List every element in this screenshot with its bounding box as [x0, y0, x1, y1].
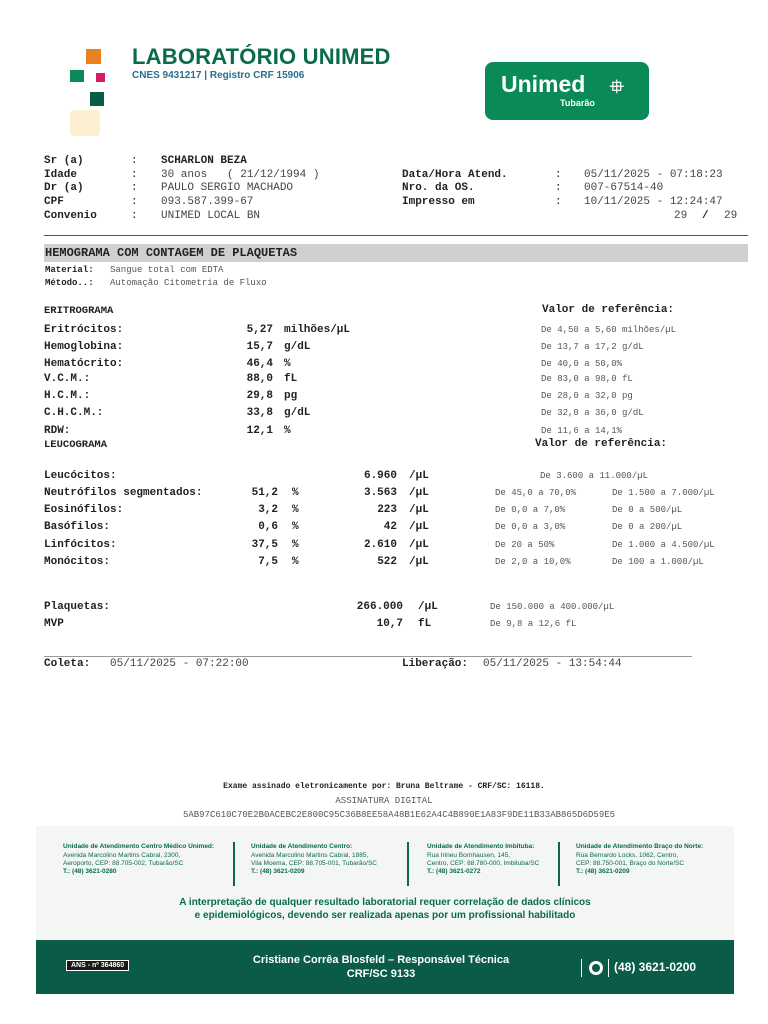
row-name: Eosinófilos:: [44, 504, 124, 516]
logo-square-cream: [70, 110, 100, 136]
row-pct-unit: %: [292, 521, 299, 533]
row-name: MVP: [44, 618, 64, 630]
row-unit: /µL: [418, 601, 438, 613]
colon: :: [131, 196, 138, 208]
row-reference: De 32,0 a 36,0 g/dL: [541, 408, 644, 418]
row-pct-value: 51,2: [251, 487, 278, 499]
unit-separator: [233, 842, 235, 886]
attend-value: 05/11/2025 - 07:18:23: [584, 169, 723, 181]
row-ref-pct: De 45,0 a 70,0%: [495, 488, 577, 498]
unit-line: Rua Irineu Bornhausen, 145,: [427, 852, 511, 859]
row-reference: De 9,8 a 12,6 fL: [490, 619, 577, 629]
row-reference: De 83,0 a 98,0 fL: [541, 374, 633, 384]
unit-title: Unidade de Atendimento Centro Médico Unimed:: [63, 843, 215, 850]
unit-title: Unidade de Atendimento Imbituba:: [427, 843, 535, 850]
row-abs-value: 223: [377, 504, 397, 516]
row-name: Leucócitos:: [44, 470, 117, 482]
row-value: 88,0: [246, 373, 273, 385]
footer-separator: [581, 959, 582, 977]
row-unit: g/dL: [284, 341, 311, 353]
patient-age-label: Idade: [44, 169, 78, 181]
row-pct-value: 0,6: [258, 521, 278, 533]
unit-line: T.: (48) 3621-0272: [427, 868, 481, 875]
signed-by: Exame assinado eletronicamente por: Bruna Beltrame - CRF/SC: 16118.: [223, 782, 545, 791]
logo-square-teal: [90, 92, 104, 106]
row-name: Eritrócitos:: [44, 324, 124, 336]
patient-age: 30 anos ( 21/12/1994 ): [161, 169, 320, 181]
release-label: Liberação:: [402, 658, 469, 670]
unit-line: T.: (48) 3621-0280: [63, 868, 117, 875]
os-value: 007-67514-40: [584, 182, 664, 194]
row-ref-pct: De 20 a 50%: [495, 540, 555, 550]
page-current: 29: [674, 210, 688, 222]
doctor-label: Dr (a): [44, 182, 84, 194]
row-pct-unit: %: [292, 539, 299, 551]
row-name: Linfócitos:: [44, 539, 117, 551]
colon: :: [131, 210, 138, 222]
row-name: C.H.C.M.:: [44, 407, 104, 419]
page-total: 29: [724, 210, 738, 222]
row-name: V.C.M.:: [44, 373, 91, 385]
unit-separator: [558, 842, 560, 886]
unit-line: Aeroporto, CEP: 88.705-002, Tubarão/SC: [63, 860, 184, 867]
responsible-crf: CRF/SC 9133: [346, 968, 416, 980]
unit-line: Vila Moema, CEP: 88.705-001, Tubarão/SC: [251, 860, 377, 867]
unimed-tree-icon: ⯐: [610, 77, 624, 98]
row-value: 33,8: [246, 407, 273, 419]
row-pct-unit: %: [292, 487, 299, 499]
eritrograma-title: ERITROGRAMA: [44, 305, 114, 317]
row-ref-abs: De 0 a 200/µL: [612, 522, 683, 532]
digital-signature-label: ASSINATURA DIGITAL: [335, 796, 433, 806]
row-pct-unit: %: [292, 504, 299, 516]
row-pct-value: 37,5: [251, 539, 278, 551]
row-name: RDW:: [44, 425, 71, 437]
row-value: 10,7: [376, 618, 403, 630]
responsible-name: Cristiane Corrêa Blosfeld – Responsável Técnica: [252, 954, 510, 966]
row-value: 266.000: [356, 601, 403, 613]
row-unit: %: [284, 425, 291, 437]
colon: :: [131, 155, 138, 167]
collect-value: 05/11/2025 - 07:22:00: [110, 658, 249, 670]
row-abs-value: 3.563: [363, 487, 397, 499]
material-value: Sangue total com EDTA: [110, 265, 224, 275]
row-ref-pct: De 2,0 a 10,0%: [495, 557, 571, 567]
row-abs-value: 522: [377, 556, 397, 568]
attend-label: Data/Hora Atend.: [402, 169, 508, 181]
row-value: 12,1: [246, 425, 273, 437]
printed-value: 10/11/2025 - 12:24:47: [584, 196, 723, 208]
row-abs-unit: /µL: [409, 539, 429, 551]
logo-square-green: [70, 70, 84, 82]
row-unit: fL: [284, 373, 298, 385]
divider: [44, 235, 748, 236]
row-reference: De 13,7 a 17,2 g/dL: [541, 342, 644, 352]
insurance-value: UNIMED LOCAL BN: [161, 210, 261, 222]
unimed-logo: [485, 62, 649, 120]
cpf-label: CPF: [44, 196, 64, 208]
eritrograma-ref-title: Valor de referência:: [542, 304, 675, 316]
row-abs-unit: /µL: [409, 470, 429, 482]
row-reference: De 40,0 a 50,0%: [541, 359, 623, 369]
page-separator: /: [702, 210, 709, 222]
unit-line: Rua Bernardo Locks, 1062, Centro,: [576, 852, 679, 859]
unit-line: Centro, CEP: 88.780-000, Imbituba/SC: [427, 860, 540, 867]
os-label: Nro. da OS.: [402, 182, 475, 194]
row-ref-abs: De 0 a 500/µL: [612, 505, 683, 515]
doctor-name: PAULO SERGIO MACHADO: [161, 182, 294, 194]
row-pct-unit: %: [292, 556, 299, 568]
row-value: 5,27: [246, 324, 273, 336]
row-value: 29,8: [246, 390, 273, 402]
patient-name: SCHARLON BEZA: [161, 155, 247, 167]
patient-name-label: Sr (a): [44, 155, 84, 167]
row-reference: De 4,50 a 5,60 milhões/µL: [541, 325, 677, 335]
leucograma-ref-title: Valor de referência:: [535, 438, 668, 450]
footer-separator: [608, 959, 609, 977]
unimed-city: Tubarão: [560, 98, 595, 108]
row-value: 46,4: [246, 358, 273, 370]
row-ref-pct: De 0,0 a 7,0%: [495, 505, 566, 515]
logo-square-orange: [86, 49, 101, 64]
colon: :: [131, 169, 138, 181]
unit-line: T.: (48) 3621-0209: [251, 868, 305, 875]
row-name: Hematócrito:: [44, 358, 124, 370]
colon: :: [131, 182, 138, 194]
row-ref-abs: De 3.600 a 11.000/µL: [540, 471, 649, 481]
lab-name: LABORATÓRIO UNIMED: [132, 44, 391, 69]
row-unit: pg: [284, 390, 298, 402]
phone-number: (48) 3621-0200: [614, 960, 697, 974]
leucograma-title: LEUCOGRAMA: [44, 439, 108, 451]
row-abs-unit: /µL: [409, 504, 429, 516]
interpretation-line-2: e epidemiológicos, devendo ser realizada apenas por um profissional habilitado: [194, 910, 576, 921]
release-value: 05/11/2025 - 13:54:44: [483, 658, 622, 670]
signature-hash: 5AB97C610C70E2B0ACEBC2E800C95C36B8EE58A48B1E62A4C4B890E1A83F9DE11B33AB865D6D59E5: [182, 810, 616, 820]
unit-title: Unidade de Atendimento Braço do Norte:: [576, 843, 704, 850]
divider: [44, 656, 692, 657]
row-unit: g/dL: [284, 407, 311, 419]
unit-line: CEP: 88.750-001, Braço do Norte/SC: [576, 860, 685, 867]
interpretation-line-1: A interpretação de qualquer resultado laboratorial requer correlação de dados clínicos: [179, 897, 591, 908]
row-ref-abs: De 100 a 1.000/µL: [612, 557, 704, 567]
row-unit: %: [284, 358, 291, 370]
row-pct-value: 3,2: [258, 504, 278, 516]
row-ref-pct: De 0,0 a 3,0%: [495, 522, 566, 532]
row-name: Neutrófilos segmentados:: [44, 487, 203, 499]
method-value: Automação Citometria de Fluxo: [110, 278, 267, 288]
colon: :: [555, 169, 562, 181]
row-abs-unit: /µL: [409, 521, 429, 533]
footer-bar: [36, 940, 734, 994]
printed-label: Impresso em: [402, 196, 475, 208]
row-unit: fL: [418, 618, 432, 630]
row-name: Hemoglobina:: [44, 341, 124, 353]
row-reference: De 11,6 a 14,1%: [541, 426, 623, 436]
colon: :: [555, 196, 562, 208]
row-reference: De 28,0 a 32,0 pg: [541, 391, 633, 401]
ans-badge: ANS - nº 364860: [66, 960, 129, 971]
row-reference: De 150.000 a 400.000/µL: [490, 602, 615, 612]
unit-line: Avenida Marcolino Martins Cabral, 1885,: [251, 852, 369, 859]
row-abs-unit: /µL: [409, 556, 429, 568]
row-abs-value: 2.610: [363, 539, 397, 551]
unit-title: Unidade de Atendimento Centro:: [251, 843, 353, 850]
row-value: 15,7: [246, 341, 273, 353]
collect-label: Coleta:: [44, 658, 91, 670]
method-label: Método..:: [45, 278, 94, 288]
row-ref-abs: De 1.000 a 4.500/µL: [612, 540, 715, 550]
row-ref-abs: De 1.500 a 7.000/µL: [612, 488, 715, 498]
row-name: Plaquetas:: [44, 601, 111, 613]
row-abs-unit: /µL: [409, 487, 429, 499]
unimed-brand-name: Unimed: [501, 71, 586, 97]
row-abs-value: 42: [383, 521, 397, 533]
whatsapp-icon: [589, 961, 603, 975]
row-name: H.C.M.:: [44, 390, 91, 402]
unit-line: Avenida Marcolino Martins Cabral, 2300,: [63, 852, 181, 859]
unit-line: T.: (48) 3621-0209: [576, 868, 630, 875]
row-name: Basófilos:: [44, 521, 111, 533]
row-abs-value: 6.960: [363, 470, 397, 482]
lab-registry: CNES 9431217 | Registro CRF 15906: [132, 70, 305, 81]
colon: :: [555, 182, 562, 194]
material-label: Material:: [45, 265, 94, 275]
cpf-value: 093.587.399-67: [161, 196, 254, 208]
exam-title: HEMOGRAMA COM CONTAGEM DE PLAQUETAS: [45, 246, 298, 260]
row-pct-value: 7,5: [258, 556, 278, 568]
row-unit: milhões/µL: [284, 324, 351, 336]
unit-separator: [407, 842, 409, 886]
logo-square-magenta: [96, 73, 105, 82]
insurance-label: Convenio: [44, 210, 97, 222]
row-name: Monócitos:: [44, 556, 111, 568]
